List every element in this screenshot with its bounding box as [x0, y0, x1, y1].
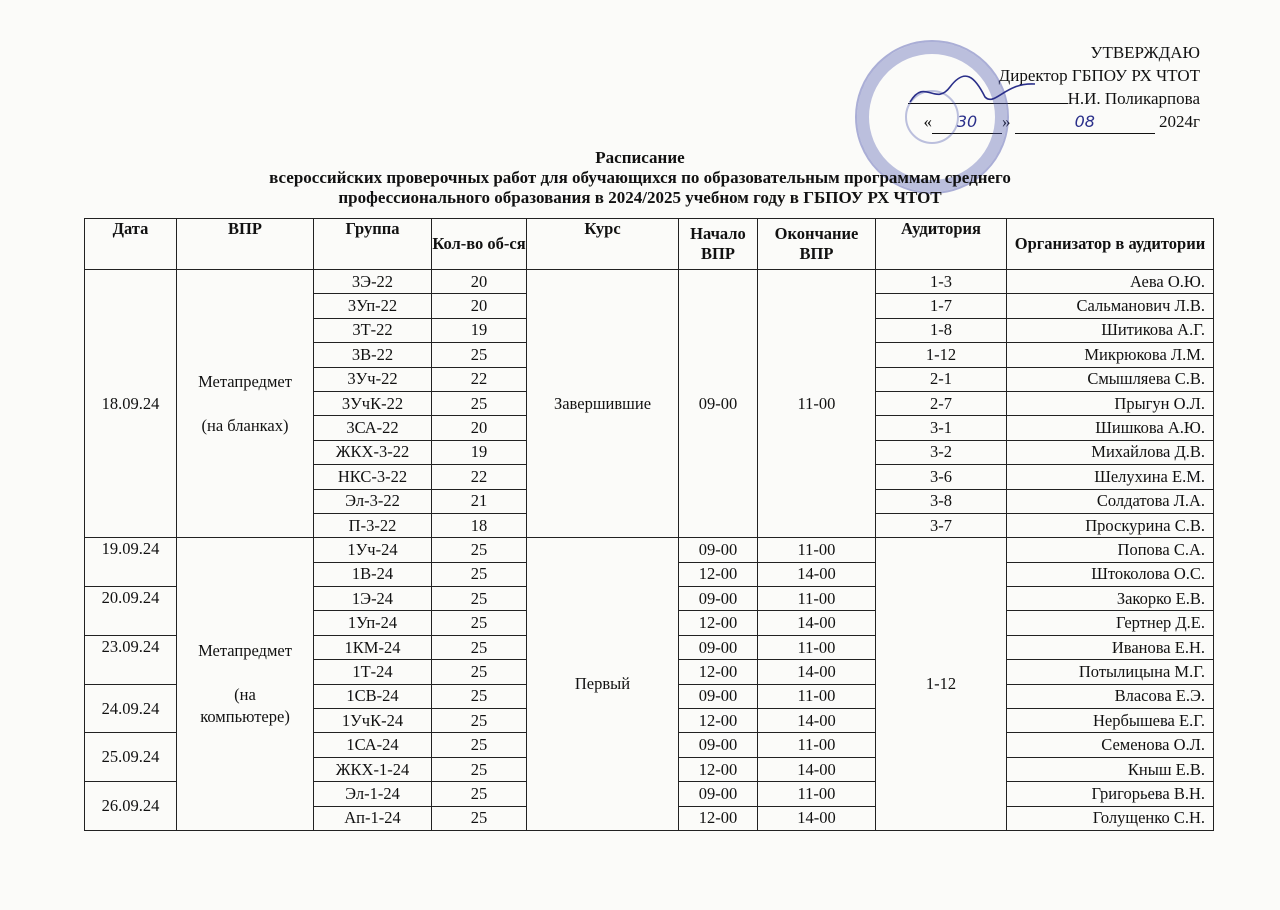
room-cell: 1-12 [876, 343, 1007, 367]
count-cell: 25 [432, 538, 527, 562]
organizer-cell: Михайлова Д.В. [1007, 440, 1214, 464]
date-cell: 20.09.24 [85, 587, 177, 636]
start-cell: 09-00 [679, 782, 758, 806]
approval-heading: УТВЕРЖДАЮ [1090, 43, 1200, 62]
group-cell: 3УчК-22 [314, 391, 432, 415]
start-cell: 12-00 [679, 562, 758, 586]
count-cell: 19 [432, 318, 527, 342]
count-cell: 22 [432, 465, 527, 489]
header-group: Группа [314, 219, 432, 270]
organizer-cell: Смышляева С.В. [1007, 367, 1214, 391]
organizer-cell: Попова С.А. [1007, 538, 1214, 562]
start-cell: 12-00 [679, 806, 758, 830]
end-cell: 11-00 [758, 270, 876, 538]
header-row [85, 219, 1214, 270]
group-cell: ЖКХ-3-22 [314, 440, 432, 464]
room-cell: 2-1 [876, 367, 1007, 391]
date-cell: 26.09.24 [85, 782, 177, 831]
group-cell: Эл-1-24 [314, 782, 432, 806]
table-row [85, 270, 1214, 294]
group-cell: 3СА-22 [314, 416, 432, 440]
end-cell: 11-00 [758, 684, 876, 708]
room-cell: 1-3 [876, 270, 1007, 294]
group-cell: П-3-22 [314, 513, 432, 537]
header-course: Курс [527, 219, 679, 270]
start-cell: 09-00 [679, 684, 758, 708]
group-cell: 1В-24 [314, 562, 432, 586]
start-cell: 09-00 [679, 733, 758, 757]
schedule-table [84, 218, 1214, 831]
approval-name: Н.И. Поликарпова [780, 87, 1200, 110]
organizer-cell: Проскурина С.В. [1007, 513, 1214, 537]
date-cell: 24.09.24 [85, 684, 177, 733]
end-cell: 11-00 [758, 635, 876, 659]
group-cell: 1КМ-24 [314, 635, 432, 659]
course-cell: Первый [527, 538, 679, 831]
organizer-cell: Власова Е.Э. [1007, 684, 1214, 708]
approval-date: « 30 » 08 2024г [780, 110, 1200, 134]
start-cell: 09-00 [679, 538, 758, 562]
group-cell: 1СВ-24 [314, 684, 432, 708]
end-cell: 14-00 [758, 660, 876, 684]
start-cell: 12-00 [679, 611, 758, 635]
title-line-1: Расписание [595, 148, 685, 167]
room-cell: 1-8 [876, 318, 1007, 342]
organizer-cell: Кныш Е.В. [1007, 757, 1214, 781]
count-cell: 25 [432, 587, 527, 611]
header-start: Начало ВПР [679, 219, 758, 270]
count-cell: 25 [432, 562, 527, 586]
organizer-cell: Потылицына М.Г. [1007, 660, 1214, 684]
organizer-cell: Григорьева В.Н. [1007, 782, 1214, 806]
start-cell: 09-00 [679, 635, 758, 659]
group-cell: 1Уп-24 [314, 611, 432, 635]
end-cell: 14-00 [758, 562, 876, 586]
organizer-cell: Микрюкова Л.М. [1007, 343, 1214, 367]
date-cell: 19.09.24 [85, 538, 177, 587]
organizer-cell: Сальманович Л.В. [1007, 294, 1214, 318]
organizer-cell: Закорко Е.В. [1007, 587, 1214, 611]
end-cell: 14-00 [758, 611, 876, 635]
group-cell: Ап-1-24 [314, 806, 432, 830]
start-cell: 12-00 [679, 660, 758, 684]
start-cell: 12-00 [679, 709, 758, 733]
count-cell: 18 [432, 513, 527, 537]
room-cell: 3-7 [876, 513, 1007, 537]
organizer-cell: Аева О.Ю. [1007, 270, 1214, 294]
end-cell: 14-00 [758, 757, 876, 781]
organizer-cell: Шитикова А.Г. [1007, 318, 1214, 342]
end-cell: 11-00 [758, 538, 876, 562]
header-date: Дата [85, 219, 177, 270]
date-cell: 23.09.24 [85, 635, 177, 684]
end-cell: 11-00 [758, 587, 876, 611]
title-line-2: всероссийских проверочных работ для обучающихся по образовательным программам среднего [269, 168, 1011, 187]
count-cell: 25 [432, 611, 527, 635]
count-cell: 25 [432, 757, 527, 781]
count-cell: 22 [432, 367, 527, 391]
group-cell: 1Э-24 [314, 587, 432, 611]
organizer-cell: Солдатова Л.А. [1007, 489, 1214, 513]
organizer-cell: Штоколова О.С. [1007, 562, 1214, 586]
organizer-cell: Голущенко С.Н. [1007, 806, 1214, 830]
group-cell: 3Уп-22 [314, 294, 432, 318]
group-cell: 3Э-22 [314, 270, 432, 294]
group-cell: НКС-3-22 [314, 465, 432, 489]
group-cell: 1СА-24 [314, 733, 432, 757]
group-cell: 3В-22 [314, 343, 432, 367]
room-cell: 1-7 [876, 294, 1007, 318]
start-cell: 09-00 [679, 270, 758, 538]
count-cell: 19 [432, 440, 527, 464]
count-cell: 20 [432, 294, 527, 318]
group-cell: 3Т-22 [314, 318, 432, 342]
organizer-cell: Шелухина Е.М. [1007, 465, 1214, 489]
count-cell: 25 [432, 635, 527, 659]
room-cell: 3-1 [876, 416, 1007, 440]
end-cell: 14-00 [758, 709, 876, 733]
header-vpr: ВПР [177, 219, 314, 270]
director-signature [905, 72, 1045, 112]
organizer-cell: Нербышева Е.Г. [1007, 709, 1214, 733]
header-count: Кол-во об-ся [432, 219, 527, 270]
room-cell: 3-8 [876, 489, 1007, 513]
count-cell: 25 [432, 733, 527, 757]
table-row [85, 538, 1214, 562]
organizer-cell: Прыгун О.Л. [1007, 391, 1214, 415]
room-cell: 2-7 [876, 391, 1007, 415]
count-cell: 25 [432, 391, 527, 415]
group-cell: 1Т-24 [314, 660, 432, 684]
date-cell: 25.09.24 [85, 733, 177, 782]
start-cell: 12-00 [679, 757, 758, 781]
end-cell: 11-00 [758, 733, 876, 757]
organizer-cell: Шишкова А.Ю. [1007, 416, 1214, 440]
count-cell: 20 [432, 270, 527, 294]
start-cell: 09-00 [679, 587, 758, 611]
group-cell: 1Уч-24 [314, 538, 432, 562]
approval-day: 30 [932, 110, 1002, 134]
vpr-cell: Метапредмет (на компьютере) [177, 538, 314, 831]
header-organizer: Организатор в аудитории [1007, 219, 1214, 270]
approval-position: Директор ГБПОУ РХ ЧТОТ [998, 66, 1200, 85]
organizer-cell: Гертнер Д.Е. [1007, 611, 1214, 635]
group-cell: 1УчК-24 [314, 709, 432, 733]
count-cell: 25 [432, 660, 527, 684]
date-cell: 18.09.24 [85, 270, 177, 538]
title-line-3: профессионального образования в 2024/2025 учебном году в ГБПОУ РХ ЧТОТ [338, 188, 942, 207]
end-cell: 11-00 [758, 782, 876, 806]
count-cell: 25 [432, 782, 527, 806]
count-cell: 25 [432, 684, 527, 708]
document-title [0, 148, 1280, 208]
count-cell: 25 [432, 343, 527, 367]
count-cell: 25 [432, 806, 527, 830]
room-cell: 3-2 [876, 440, 1007, 464]
end-cell: 14-00 [758, 806, 876, 830]
approval-month: 08 [1015, 110, 1155, 134]
room-cell: 3-6 [876, 465, 1007, 489]
room-cell: 1-12 [876, 538, 1007, 831]
count-cell: 25 [432, 709, 527, 733]
vpr-cell: Метапредмет (на бланках) [177, 270, 314, 538]
organizer-cell: Иванова Е.Н. [1007, 635, 1214, 659]
course-cell: Завершившие [527, 270, 679, 538]
group-cell: Эл-3-22 [314, 489, 432, 513]
organizer-cell: Семенова О.Л. [1007, 733, 1214, 757]
header-end: Окончание ВПР [758, 219, 876, 270]
group-cell: 3Уч-22 [314, 367, 432, 391]
count-cell: 20 [432, 416, 527, 440]
header-room: Аудитория [876, 219, 1007, 270]
group-cell: ЖКХ-1-24 [314, 757, 432, 781]
count-cell: 21 [432, 489, 527, 513]
